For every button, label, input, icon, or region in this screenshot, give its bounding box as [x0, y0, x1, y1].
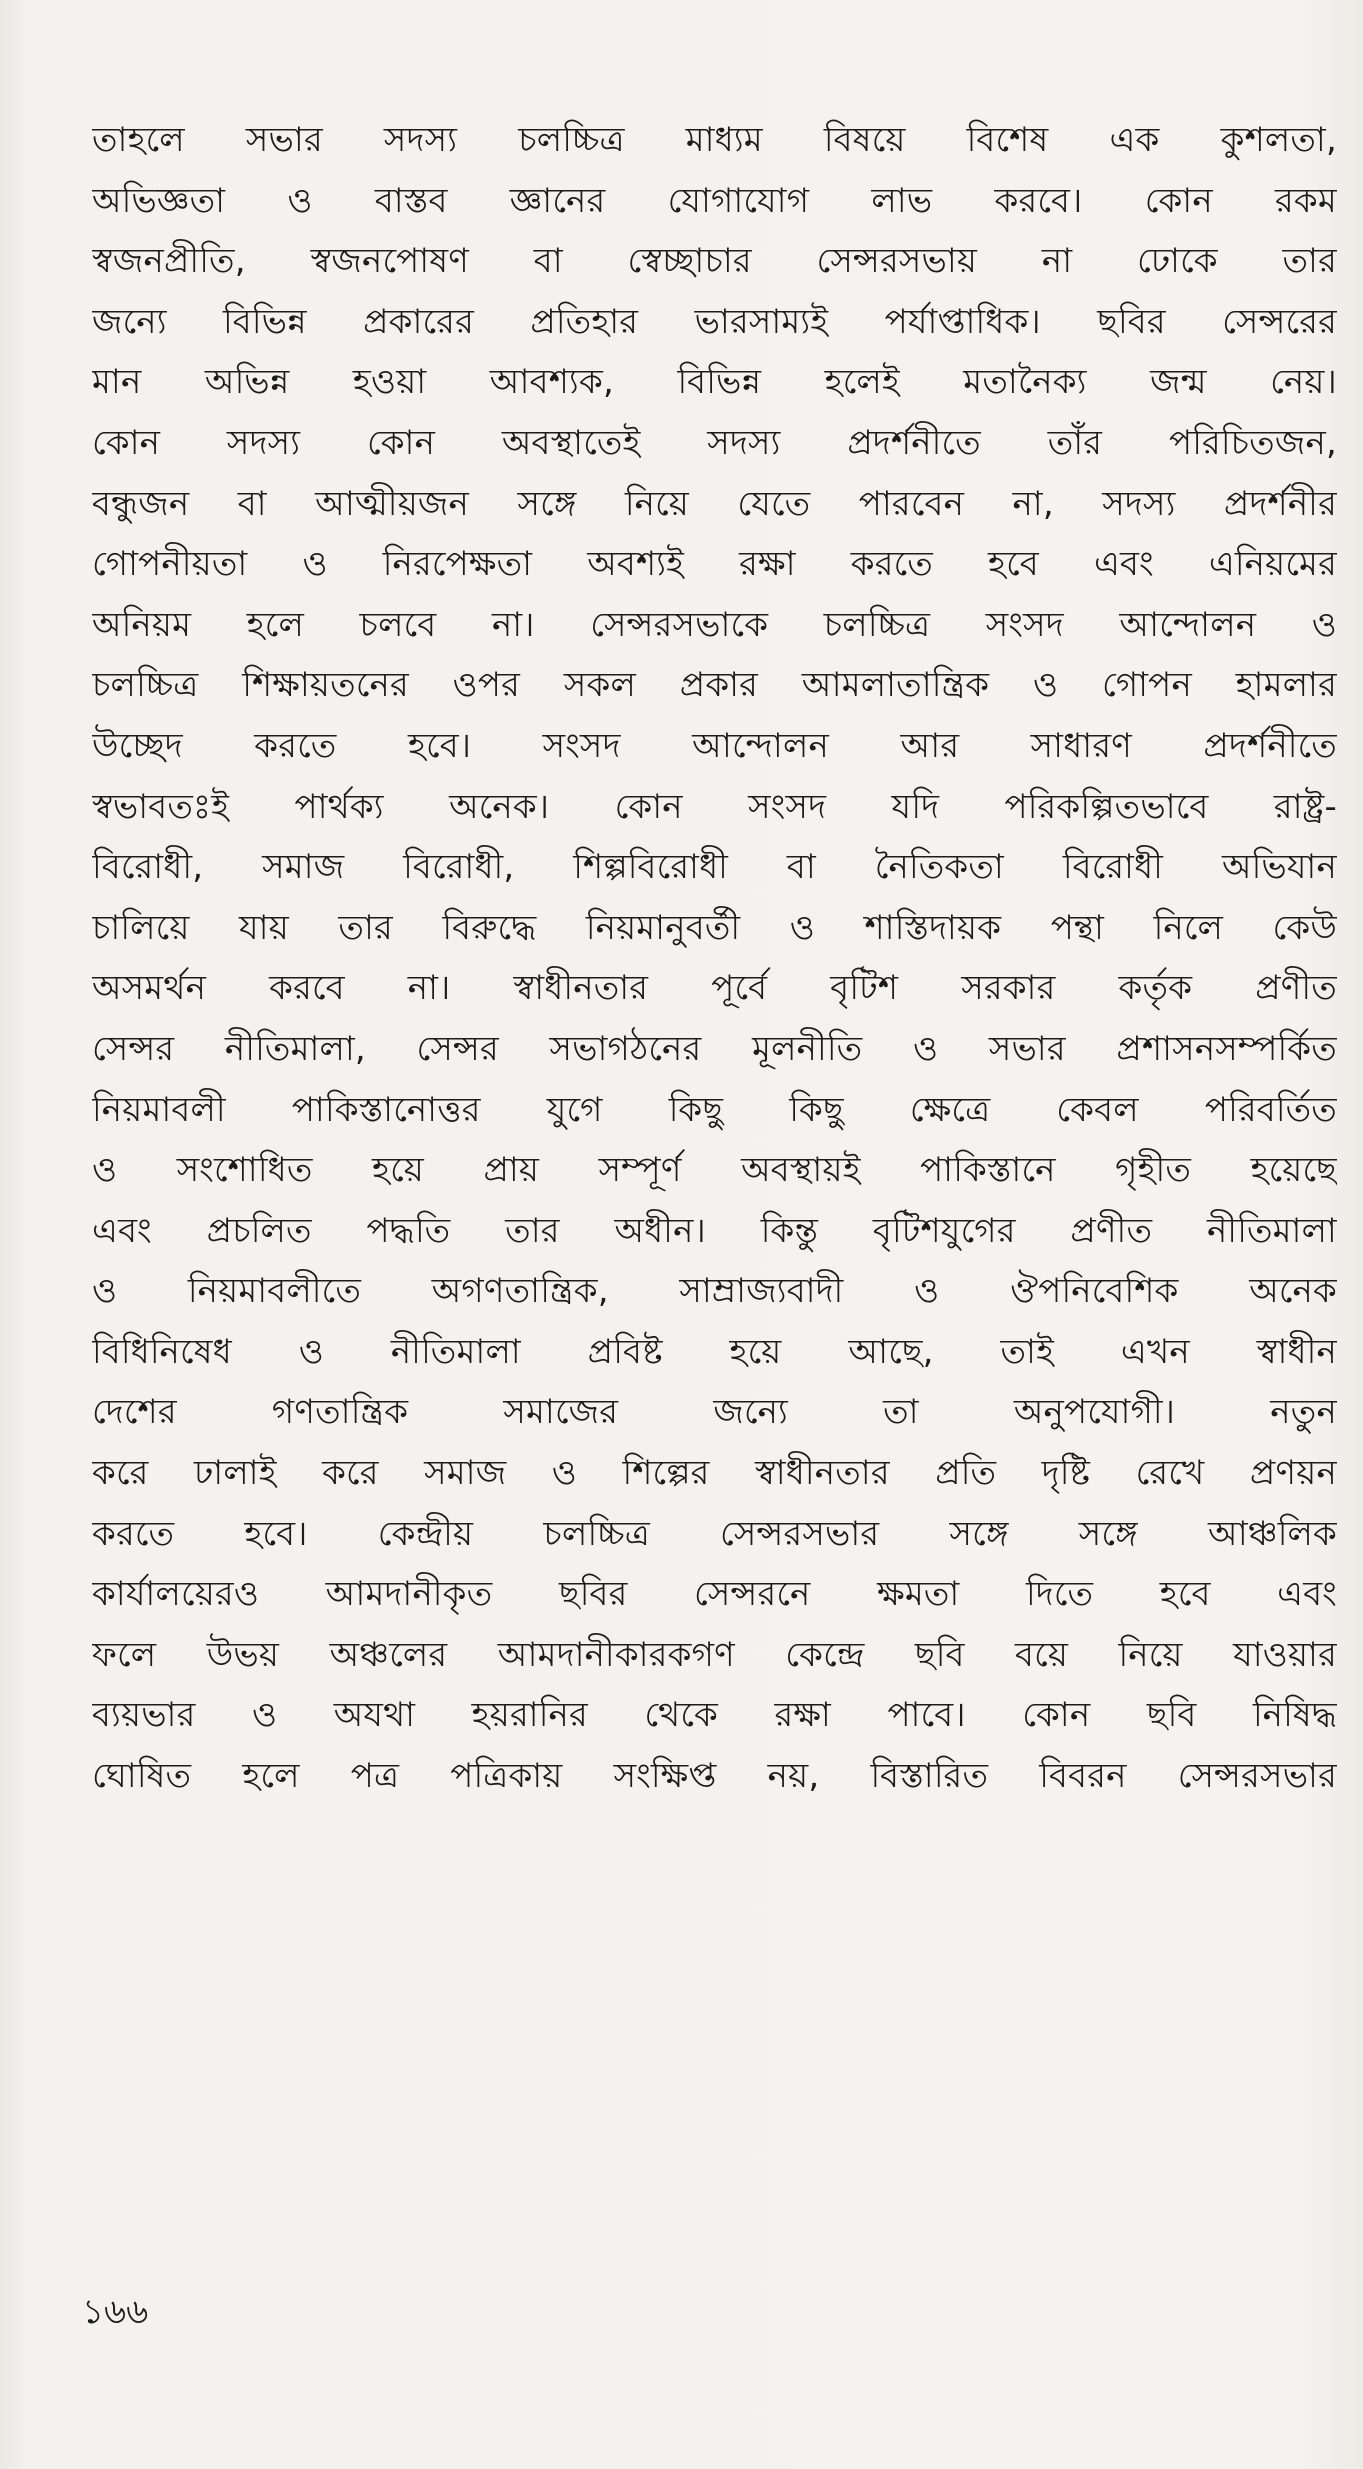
- text-line: ঘোষিত হলে পত্র পত্রিকায় সংক্ষিপ্ত নয়, বিস্তারিত বিবরন সেন্সরসভার: [92, 1756, 1337, 1797]
- page-number: ১৬৬: [82, 2292, 149, 2332]
- text-line: চলচ্চিত্র শিক্ষায়তনের ওপর সকল প্রকার আমলাতান্ত্রিক ও গোপন হামলার: [92, 665, 1337, 706]
- text-line: সেন্সর নীতিমালা, সেন্সর সভাগঠনের মূলনীতি ও সভার প্রশাসনসম্পর্কিত: [92, 1028, 1337, 1069]
- text-line: তাহলে সভার সদস্য চলচ্চিত্র মাধ্যম বিষয়ে বিশেষ এক কুশলতা,: [92, 120, 1337, 160]
- text-line: ও নিয়মাবলীতে অগণতান্ত্রিক, সাম্রাজ্যবাদী ও ঔপনিবেশিক অনেক: [92, 1271, 1337, 1312]
- text-line: বন্ধুজন বা আত্মীয়জন সঙ্গে নিয়ে যেতে পারবেন না, সদস্য প্রদর্শনীর: [92, 483, 1337, 524]
- text-line: করে ঢালাই করে সমাজ ও শিল্পের স্বাধীনতার প্রতি দৃষ্টি রেখে প্রণয়ন: [92, 1453, 1337, 1494]
- text-line: বিধিনিষেধ ও নীতিমালা প্রবিষ্ট হয়ে আছে, তাই এখন স্বাধীন: [92, 1331, 1337, 1372]
- text-line: উচ্ছেদ করতে হবে। সংসদ আন্দোলন আর সাধারণ প্রদর্শনীতে: [92, 725, 1337, 766]
- text-line: দেশের গণতান্ত্রিক সমাজের জন্যে তা অনুপযোগী। নতুন: [92, 1392, 1337, 1433]
- text-line: চালিয়ে যায় তার বিরুদ্ধে নিয়মানুবর্তী ও শাস্তিদায়ক পন্থা নিলে কেউ: [92, 907, 1337, 948]
- text-line: অনিয়ম হলে চলবে না। সেন্সরসভাকে চলচ্চিত্র সংসদ আন্দোলন ও: [92, 604, 1337, 645]
- text-line: কোন সদস্য কোন অবস্থাতেই সদস্য প্রদর্শনীতে তাঁর পরিচিতজন,: [92, 422, 1337, 463]
- text-line: স্বজনপ্রীতি, স্বজনপোষণ বা স্বেচ্ছাচার সেন্সরসভায় না ঢোকে তার: [92, 241, 1337, 282]
- text-line: অভিজ্ঞতা ও বাস্তব জ্ঞানের যোগাযোগ লাভ করবে। কোন রকম: [92, 180, 1337, 221]
- text-line: ব্যয়ভার ও অযথা হয়রানির থেকে রক্ষা পাবে। কোন ছবি নিষিদ্ধ: [92, 1695, 1337, 1736]
- text-line: ফলে উভয় অঞ্চলের আমদানীকারকগণ কেন্দ্রে ছবি বয়ে নিয়ে যাওয়ার: [92, 1634, 1337, 1675]
- body-text: [92, 110, 1337, 1807]
- text-line: করতে হবে। কেন্দ্রীয় চলচ্চিত্র সেন্সরসভার সঙ্গে সঙ্গে আঞ্চলিক: [92, 1513, 1337, 1554]
- text-line: অসমর্থন করবে না। স্বাধীনতার পূর্বে বৃটিশ সরকার কর্তৃক প্রণীত: [92, 968, 1337, 1009]
- text-line: নিয়মাবলী পাকিস্তানোত্তর যুগে কিছু কিছু ক্ষেত্রে কেবল পরিবর্তিত: [92, 1089, 1337, 1130]
- text-line: স্বভাবতঃই পার্থক্য অনেক। কোন সংসদ যদি পরিকল্পিতভাবে রাষ্ট্র-: [92, 786, 1337, 827]
- text-line: ও সংশোধিত হয়ে প্রায় সম্পূর্ণ অবস্থায়ই পাকিস্তানে গৃহীত হয়েছে: [92, 1150, 1337, 1191]
- text-line: কার্যালয়েরও আমদানীকৃত ছবির সেন্সরনে ক্ষমতা দিতে হবে এবং: [92, 1574, 1337, 1615]
- text-line: এবং প্রচলিত পদ্ধতি তার অধীন। কিন্তু বৃটিশযুগের প্রণীত নীতিমালা: [92, 1210, 1337, 1251]
- text-line: বিরোধী, সমাজ বিরোধী, শিল্পবিরোধী বা নৈতিকতা বিরোধী অভিযান: [92, 847, 1337, 888]
- text-line: গোপনীয়তা ও নিরপেক্ষতা অবশ্যই রক্ষা করতে হবে এবং এনিয়মের: [92, 544, 1337, 585]
- text-line: জন্যে বিভিন্ন প্রকারের প্রতিহার ভারসাম্যই পর্যাপ্তাধিক। ছবির সেন্সরের: [92, 301, 1337, 342]
- text-line: মান অভিন্ন হওয়া আবশ্যক, বিভিন্ন হলেই মতানৈক্য জন্ম নেয়।: [92, 362, 1337, 403]
